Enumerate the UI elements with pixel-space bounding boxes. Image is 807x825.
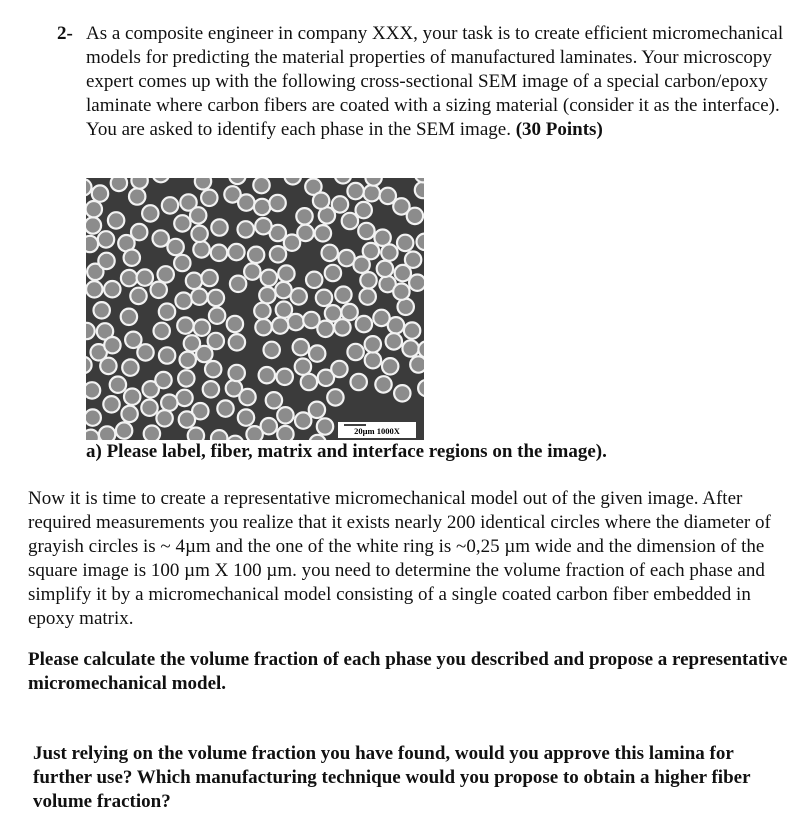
paragraph-model: Now it is time to create a representative micromechanical model out of the given image. After required measurements you realize that it exists nearly 200 identical circles where the diameter of grayish circles is ~ 4µm and the one of the white ring is ~0,25 µm wide and the dimension of the square image is 100 µm X 100 µm. you need to determine the volume fraction of each phase and simplify it by a micromechanical model consisting of a single coated carbon fiber embedded in epoxy matrix. (28, 488, 771, 629)
coated-fiber (325, 265, 341, 281)
coated-fiber (131, 178, 147, 189)
coated-fiber (382, 358, 398, 374)
coated-fiber (309, 345, 325, 361)
coated-fiber (277, 407, 293, 423)
coated-fiber (229, 365, 245, 381)
coated-fiber (248, 247, 264, 263)
coated-fiber (253, 178, 269, 193)
coated-fiber (175, 293, 191, 309)
coated-fiber (98, 253, 114, 269)
coated-fiber (201, 190, 217, 206)
coated-fiber (393, 284, 409, 300)
coated-fiber (356, 316, 372, 332)
coated-fiber (178, 370, 194, 386)
coated-fiber (121, 309, 137, 325)
coated-fiber (137, 344, 153, 360)
part-a-instruction: a) Please label, fiber, matrix and interface regions on the image). (86, 441, 607, 462)
coated-fiber (296, 208, 312, 224)
coated-fiber (131, 224, 147, 240)
coated-fiber (331, 361, 347, 377)
coated-fiber (272, 317, 288, 333)
coated-fiber (381, 244, 397, 260)
coated-fiber (360, 272, 376, 288)
coated-fiber (162, 197, 178, 213)
coated-fiber (193, 241, 209, 257)
coated-fiber (377, 261, 393, 277)
paragraph-approve: Just relying on the volume fraction you have found, would you approve this lamina for further use? Which manufacturing technique would you propose to obtain a higher fiber volume fraction? (33, 743, 751, 812)
coated-fiber (124, 250, 140, 266)
coated-fiber (266, 392, 282, 408)
scale-bar (338, 422, 416, 438)
coated-fiber (124, 389, 140, 405)
coated-fiber (410, 356, 424, 372)
coated-fiber (295, 412, 311, 428)
coated-fiber (398, 299, 414, 315)
coated-fiber (341, 304, 357, 320)
question-intro-text: As a composite engineer in company XXX, your task is to create efficient micromechanical models for predicting the material properties of manufactured laminates. Your microscopy expert comes up with the following cross-sectional SEM image of a special carbon/epoxy laminate where carbon fibers are coated with a sizing material (consider it as the interface). You are asked to identify each phase in the SEM image. (86, 23, 784, 140)
coated-fiber (161, 395, 177, 411)
coated-fiber (92, 185, 108, 201)
coated-fiber (153, 230, 169, 246)
coated-fiber (254, 303, 270, 319)
coated-fiber (94, 302, 110, 318)
coated-fiber (404, 322, 420, 338)
coated-fiber (130, 288, 146, 304)
coated-fiber (293, 339, 309, 355)
coated-fiber (325, 305, 341, 321)
coated-fiber (291, 288, 307, 304)
coated-fiber (259, 287, 275, 303)
coated-fiber (373, 310, 389, 326)
coated-fiber (363, 243, 379, 259)
coated-fiber (418, 380, 424, 396)
coated-fiber (275, 282, 291, 298)
coated-fiber (227, 316, 243, 332)
coated-fiber (155, 372, 171, 388)
coated-fiber (255, 218, 271, 234)
coated-fiber (317, 418, 333, 434)
coated-fiber (103, 396, 119, 412)
coated-fiber (356, 202, 372, 218)
coated-fiber (180, 352, 196, 368)
coated-fiber (327, 389, 343, 405)
coated-fiber (186, 273, 202, 289)
coated-fiber (151, 282, 167, 298)
coated-fiber (278, 265, 294, 281)
coated-fiber (188, 428, 204, 441)
coated-fiber (259, 367, 275, 383)
coated-fiber (365, 352, 381, 368)
coated-fiber (365, 336, 381, 352)
coated-fiber (209, 308, 225, 324)
coated-fiber (402, 340, 418, 356)
coated-fiber (303, 312, 319, 328)
coated-fiber (316, 290, 332, 306)
coated-fiber (116, 422, 132, 438)
coated-fiber (269, 195, 285, 211)
coated-fiber (255, 319, 271, 335)
sem-image (86, 178, 424, 440)
coated-fiber (122, 359, 138, 375)
coated-fiber (86, 217, 101, 233)
coated-fiber (158, 266, 174, 282)
coated-fiber (208, 290, 224, 306)
coated-fiber (86, 281, 102, 297)
coated-fiber (229, 178, 245, 184)
coated-fiber (86, 201, 102, 217)
coated-fiber (270, 246, 286, 262)
coated-fiber (285, 178, 301, 185)
coated-fiber (104, 281, 120, 297)
coated-fiber (351, 374, 367, 390)
coated-fiber (415, 182, 424, 198)
scale-bar-label: 20µm 1000X (354, 426, 400, 436)
coated-fiber (364, 185, 380, 201)
coated-fiber (174, 215, 190, 231)
coated-fiber (322, 245, 338, 261)
coated-fiber (201, 270, 217, 286)
coated-fiber (264, 342, 280, 358)
coated-fiber (306, 272, 322, 288)
coated-fiber (110, 377, 126, 393)
coated-fiber (205, 361, 221, 377)
coated-fiber (335, 287, 351, 303)
coated-fiber (191, 289, 207, 305)
coated-fiber (177, 317, 193, 333)
coated-fiber (229, 334, 245, 350)
coated-fiber (86, 382, 100, 398)
coated-fiber (211, 430, 227, 440)
coated-fiber (409, 275, 424, 291)
coated-fiber (309, 402, 325, 418)
coated-fiber (301, 374, 317, 390)
coated-fiber (159, 347, 175, 363)
coated-fiber (194, 320, 210, 336)
coated-fiber (238, 194, 254, 210)
coated-fiber (277, 369, 293, 385)
coated-fiber (86, 430, 99, 440)
coated-fiber (121, 270, 137, 286)
coated-fiber (108, 212, 124, 228)
coated-fiber (239, 389, 255, 405)
coated-fiber (407, 208, 423, 224)
coated-fiber (159, 304, 175, 320)
coated-fiber (137, 269, 153, 285)
coated-fiber (405, 252, 421, 268)
coated-fiber (174, 255, 190, 271)
coated-fiber (104, 337, 120, 353)
coated-fiber (313, 193, 329, 209)
coated-fiber (217, 400, 233, 416)
coated-fiber (179, 411, 195, 427)
coated-fiber (141, 400, 157, 416)
coated-fiber (98, 231, 114, 247)
coated-fiber (211, 219, 227, 235)
coated-fiber (295, 359, 311, 375)
coated-fiber (347, 344, 363, 360)
coated-fiber (195, 178, 211, 190)
coated-fiber (125, 332, 141, 348)
coated-fiber (394, 385, 410, 401)
coated-fiber (154, 323, 170, 339)
sem-image-drawing (86, 178, 424, 440)
question-intro (86, 22, 786, 142)
coated-fiber (360, 288, 376, 304)
coated-fiber (121, 406, 137, 422)
coated-fiber (315, 225, 331, 241)
coated-fiber (244, 263, 260, 279)
coated-fiber (99, 426, 115, 440)
coated-fiber (190, 207, 206, 223)
coated-fiber (176, 390, 192, 406)
coated-fiber (228, 244, 244, 260)
coated-fiber (347, 183, 363, 199)
coated-fiber (86, 409, 101, 425)
coated-fiber (254, 199, 270, 215)
coated-fiber (184, 335, 200, 351)
coated-fiber (191, 226, 207, 242)
coated-fiber (358, 223, 374, 239)
coated-fiber (211, 245, 227, 261)
coated-fiber (100, 358, 116, 374)
coated-fiber (332, 196, 348, 212)
coated-fiber (111, 178, 127, 191)
coated-fiber (246, 426, 262, 440)
coated-fiber (277, 426, 293, 440)
coated-fiber (342, 213, 358, 229)
coated-fiber (156, 410, 172, 426)
coated-fiber (288, 314, 304, 330)
coated-fiber (129, 188, 145, 204)
coated-fiber (365, 178, 381, 186)
coated-fiber (203, 381, 219, 397)
coated-fiber (238, 409, 254, 425)
coated-fiber (397, 235, 413, 251)
coated-fiber (386, 333, 402, 349)
coated-fiber (86, 236, 98, 252)
coated-fiber (417, 234, 425, 250)
coated-fiber (144, 426, 160, 441)
question-points: (30 Points) (515, 119, 603, 140)
coated-fiber (142, 205, 158, 221)
coated-fiber (284, 235, 300, 251)
paragraph-calculate: Please calculate the volume fraction of each phase you described and propose a representative micromechanical model. (28, 649, 788, 694)
coated-fiber (230, 276, 246, 292)
coated-fiber (375, 376, 391, 392)
coated-fiber (86, 323, 95, 339)
coated-fiber (261, 270, 277, 286)
coated-fiber (167, 239, 183, 255)
coated-fiber (238, 221, 254, 237)
question-number: 2- (57, 23, 73, 44)
